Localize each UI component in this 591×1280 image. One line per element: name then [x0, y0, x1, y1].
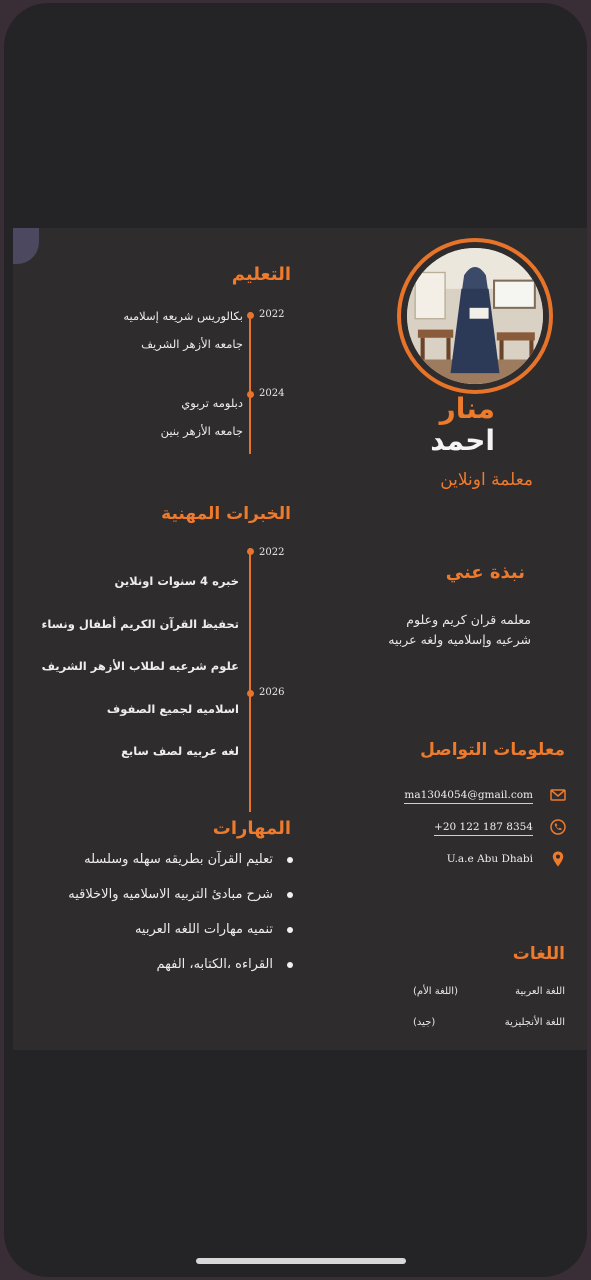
bullet-icon	[287, 857, 293, 863]
language-row	[413, 986, 565, 1004]
address-value: U.a.e Abu Dhabi	[446, 853, 533, 865]
education-degree: دبلومه تربوي	[181, 396, 243, 410]
resume-page	[13, 228, 587, 1050]
bullet-icon	[287, 927, 293, 933]
experience-title: الخبرات المهنية	[161, 504, 291, 524]
education-school: جامعه الأزهر بنين	[160, 424, 243, 438]
bullet-icon	[287, 892, 293, 898]
phone-icon	[549, 818, 567, 836]
skill-text: شرح مبادئ التربيه الاسلاميه والاخلاقيه	[68, 887, 273, 902]
experience-item: اسلاميه لجميع الصفوف	[106, 702, 239, 716]
about-title: نبذة عني	[445, 562, 525, 583]
language-level: (جيد)	[413, 1017, 436, 1028]
contact-address	[413, 850, 567, 872]
phone-value[interactable]: +20 122 187 8354	[434, 821, 533, 836]
timeline-dot	[247, 690, 254, 697]
profile-photo	[407, 248, 543, 384]
timeline-dot	[247, 312, 254, 319]
corner-decoration	[13, 228, 39, 264]
education-title: التعليم	[231, 264, 291, 285]
job-title: معلمة اونلاين	[440, 470, 533, 490]
skill-item	[53, 852, 293, 887]
timeline-dot	[247, 548, 254, 555]
home-indicator[interactable]	[196, 1258, 406, 1264]
skill-text: القراءه ،الكتابه، الفهم	[156, 957, 273, 972]
language-name: اللغة العربية	[515, 986, 565, 997]
skill-text: تنميه مهارات اللغه العربيه	[134, 922, 273, 937]
education-timeline	[249, 312, 251, 454]
experience-year: 2026	[259, 687, 285, 698]
profile-photo-frame	[397, 238, 553, 394]
timeline-dot	[247, 391, 254, 398]
experience-year: 2022	[259, 547, 285, 558]
experience-item: لغه عربيه لصف سابع	[121, 744, 239, 758]
experience-item: خبره 4 سنوات اونلاين	[114, 574, 239, 588]
name-first: منار	[439, 392, 495, 425]
location-pin-icon	[549, 850, 567, 868]
contact-phone[interactable]	[413, 818, 567, 840]
email-value[interactable]: ma1304054@gmail.com	[404, 789, 533, 804]
skills-list	[53, 852, 293, 992]
mail-icon	[549, 786, 567, 804]
contact-email[interactable]	[404, 786, 567, 808]
experience-item: علوم شرعيه لطلاب الأزهر الشريف	[41, 659, 239, 673]
education-year: 2024	[259, 388, 285, 399]
education-school: جامعه الأزهر الشريف	[141, 337, 243, 351]
bullet-icon	[287, 962, 293, 968]
skill-item	[53, 957, 293, 992]
education-degree: بكالوريس شريعه إسلاميه	[123, 309, 243, 323]
language-row	[413, 1017, 565, 1035]
skill-item	[53, 887, 293, 922]
language-name: اللغة الأنجليزية	[504, 1017, 565, 1028]
experience-item: تحفيظ القرآن الكريم أطفال ونساء	[41, 617, 239, 631]
skill-text: تعليم القرآن بطريقه سهله وسلسله	[84, 852, 273, 867]
name-last: احمد	[430, 424, 495, 457]
skill-item	[53, 922, 293, 957]
languages-title: اللغات	[512, 944, 565, 964]
about-text: معلمه قران كريم وعلوم شرعيه وإسلاميه ولغه عربيه	[388, 612, 531, 647]
education-year: 2022	[259, 309, 285, 320]
contact-title: معلومات التواصل	[420, 740, 565, 760]
language-level: (اللغة الأم)	[413, 986, 458, 997]
skills-title: المهارات	[212, 818, 291, 839]
experience-timeline	[249, 548, 251, 812]
